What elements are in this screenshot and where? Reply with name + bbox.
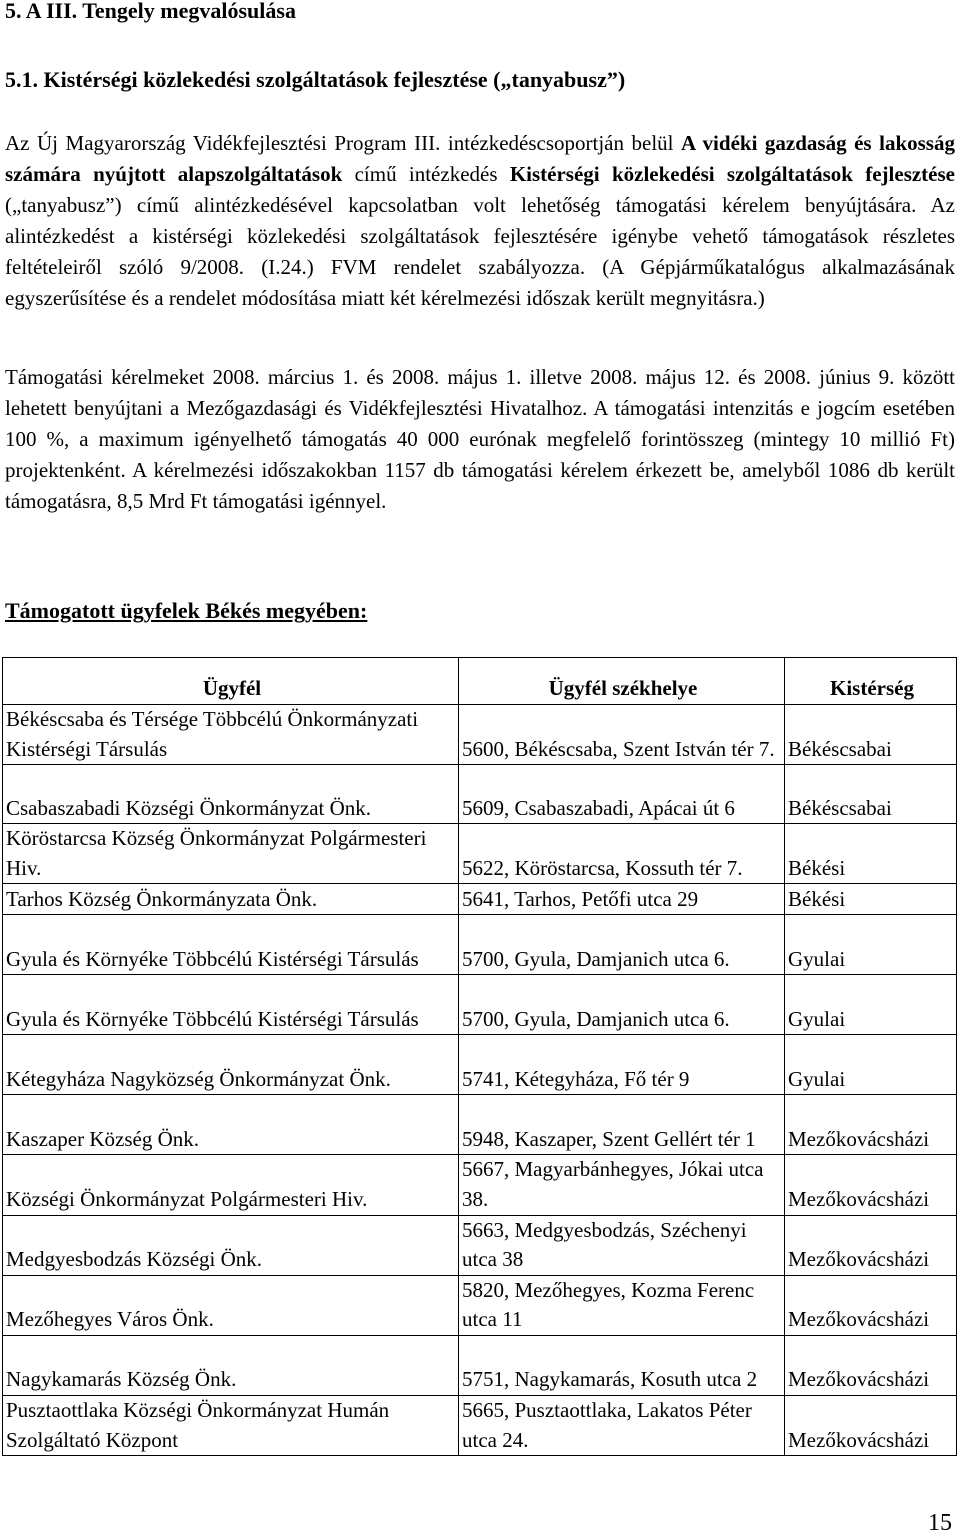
table-row — [3, 824, 957, 884]
client-subregion: Gyulai — [785, 975, 957, 1035]
client-seat: 5667, Magyarbánhegyes, Jókai utca 38. — [459, 1155, 785, 1215]
client-seat: 5641, Tarhos, Petőfi utca 29 — [459, 884, 785, 915]
client-name: Békéscsaba és Térsége Többcélú Önkormányzati Kistérségi Társulás — [3, 705, 459, 765]
section-title: 5. A III. Tengely megvalósulása — [5, 0, 296, 23]
table-row — [3, 1215, 957, 1275]
client-seat: 5609, Csabaszabadi, Apácai út 6 — [459, 765, 785, 824]
client-subregion: Békéscsabai — [785, 765, 957, 824]
table-header-row — [3, 658, 957, 705]
client-subregion: Mezőkovácsházi — [785, 1215, 957, 1275]
client-subregion: Mezőkovácsházi — [785, 1395, 957, 1455]
client-seat: 5622, Köröstarcsa, Kossuth tér 7. — [459, 824, 785, 884]
client-subregion: Mezőkovácsházi — [785, 1095, 957, 1155]
table-row — [3, 884, 957, 915]
client-name: Kaszaper Község Önk. — [3, 1095, 459, 1155]
table-row — [3, 765, 957, 824]
client-seat: 5665, Pusztaottlaka, Lakatos Péter utca 24. — [459, 1395, 785, 1455]
client-subregion: Békéscsabai — [785, 705, 957, 765]
client-seat: 5751, Nagykamarás, Kosuth utca 2 — [459, 1335, 785, 1395]
details-paragraph: Támogatási kérelmeket 2008. március 1. és 2008. május 1. illetve 2008. május 12. és 2008. június 9. között lehetett benyújtani a Mezőgazdasági és Vidékfejlesztési Hivatalhoz. A támogatási intenzitás e jogcím esetében 100 %, a maximum igényelhető támogatás 40 000 eurónak megfelelő forintösszeg (mintegy 10 millió Ft) projektenként. A kérelmezési időszakokban 1157 db támogatási kérelem érkezett be, amelyből 1086 db került támogatásra, 8,5 Mrd Ft támogatási igénnyel. — [5, 365, 955, 513]
client-seat: 5948, Kaszaper, Szent Gellért tér 1 — [459, 1095, 785, 1155]
client-name: Tarhos Község Önkormányzata Önk. — [3, 884, 459, 915]
client-name: Medgyesbodzás Községi Önk. — [3, 1215, 459, 1275]
client-subregion: Békési — [785, 824, 957, 884]
client-name: Mezőhegyes Város Önk. — [3, 1275, 459, 1335]
header-seat: Ügyfél székhelye — [459, 658, 785, 705]
client-name: Községi Önkormányzat Polgármesteri Hiv. — [3, 1155, 459, 1215]
client-subregion: Mezőkovácsházi — [785, 1155, 957, 1215]
table-row — [3, 1275, 957, 1335]
table-row — [3, 915, 957, 975]
clients-table — [2, 657, 957, 1456]
table-row — [3, 1395, 957, 1455]
table-row — [3, 705, 957, 765]
client-seat: 5700, Gyula, Damjanich utca 6. — [459, 975, 785, 1035]
client-name: Gyula és Környéke Többcélú Kistérségi Társulás — [3, 915, 459, 975]
table-row — [3, 1155, 957, 1215]
page-number: 15 — [928, 1510, 952, 1536]
client-name: Köröstarcsa Község Önkormányzat Polgármesteri Hiv. — [3, 824, 459, 884]
client-seat: 5700, Gyula, Damjanich utca 6. — [459, 915, 785, 975]
header-subregion: Kistérség — [785, 658, 957, 705]
client-seat: 5600, Békéscsaba, Szent István tér 7. — [459, 705, 785, 765]
subsection-title: 5.1. Kistérségi közlekedési szolgáltatások fejlesztése („tanyabusz”) — [5, 67, 626, 92]
client-seat: 5741, Kétegyháza, Fő tér 9 — [459, 1035, 785, 1095]
intro-paragraph: Az Új Magyarország Vidékfejlesztési Program III. intézkedéscsoportján belül A vidéki gazdaság és lakosság számára nyújtott alapszolgáltatások című intézkedés Kistérségi közlekedési szolgáltatások fejlesztése („tanyabusz”) című alintézkedésével kapcsolatban volt lehetőség támogatási kérelem benyújtására. Az alintézkedést a kistérségi közlekedési szolgáltatások fejlesztésére igénybe vehető támogatások részletes feltételeiről szóló 9/2008. (I.24.) FVM rendelet szabályozza. (A Gépjárműkatalógus alkalmazásának egyszerűsítése és a rendelet módosítása miatt két kérelmezési időszak került megnyitásra.) — [5, 131, 955, 310]
client-subregion: Gyulai — [785, 915, 957, 975]
client-name: Csabaszabadi Községi Önkormányzat Önk. — [3, 765, 459, 824]
header-client: Ügyfél — [3, 658, 459, 705]
table-row — [3, 1035, 957, 1095]
client-subregion: Gyulai — [785, 1035, 957, 1095]
table-title: Támogatott ügyfelek Békés megyében: — [5, 598, 368, 623]
client-name: Nagykamarás Község Önk. — [3, 1335, 459, 1395]
client-seat: 5663, Medgyesbodzás, Széchenyi utca 38 — [459, 1215, 785, 1275]
client-subregion: Mezőkovácsházi — [785, 1335, 957, 1395]
table-row — [3, 1335, 957, 1395]
client-subregion: Mezőkovácsházi — [785, 1275, 957, 1335]
client-name: Gyula és Környéke Többcélú Kistérségi Társulás — [3, 975, 459, 1035]
client-name: Kétegyháza Nagyközség Önkormányzat Önk. — [3, 1035, 459, 1095]
table-row — [3, 975, 957, 1035]
client-seat: 5820, Mezőhegyes, Kozma Ferenc utca 11 — [459, 1275, 785, 1335]
client-name: Pusztaottlaka Községi Önkormányzat Humán Szolgáltató Központ — [3, 1395, 459, 1455]
client-subregion: Békési — [785, 884, 957, 915]
table-row — [3, 1095, 957, 1155]
